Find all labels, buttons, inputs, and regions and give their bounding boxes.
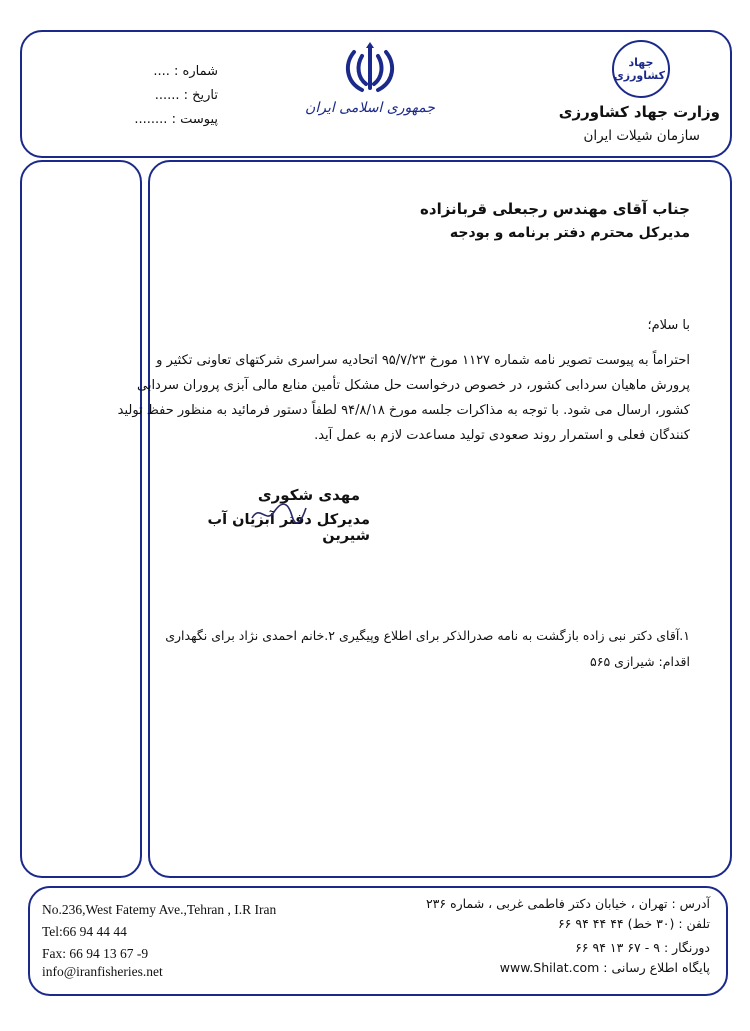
letter-body bbox=[117, 348, 690, 448]
jihad-logo-text: جهاد کشاورزی bbox=[613, 56, 665, 82]
cc-line: ۱.آقای دکتر نبی زاده بازگشت به نامه صدرالذکر برای اطلاع وپیگیری ۲.خانم احمدی نژاد برای نگهداری bbox=[165, 628, 690, 643]
footer-fa-fax: دورنگار : ۹ - ۶۷ ۱۳ ۹۴ ۶۶ bbox=[575, 940, 710, 955]
recipient-title: مدیرکل محترم دفتر برنامه و بودجه bbox=[449, 225, 690, 241]
signer-title: مدیرکل دفتر آبزیان آب شیرین bbox=[207, 512, 370, 544]
letter-body-line: کنندگان فعلی و استمرار روند صعودی تولید مساعدت لازم به عمل آید. bbox=[314, 428, 690, 443]
footer-en-fax: Fax: 66 94 13 67 -9 bbox=[42, 946, 149, 961]
letter-body-line: کشور، ارسال می شود. با توجه به مذاکرات جلسه مورخ ۹۴/۸/۱۸ لطفاً دستور فرمائید به منظور حفظ تولید bbox=[117, 403, 690, 418]
emblem-caption: جمهوری اسلامی ایران bbox=[305, 100, 435, 116]
letter-number-field: شماره : .... bbox=[153, 64, 218, 79]
jihad-logo-icon bbox=[612, 40, 670, 98]
footer-fa-address: آدرس : تهران ، خیابان دکتر فاطمی غربی ، شماره ۲۳۶ bbox=[425, 896, 710, 911]
letter-body-line: احتراماً به پیوست تصویر نامه شماره ۱۱۲۷ مورخ ۹۵/۷/۲۳ اتحادیه سراسری شرکتهای تعاونی تکثیر و bbox=[156, 353, 690, 368]
signer-name: مهدی شکوری bbox=[257, 486, 360, 504]
left-margin-frame bbox=[20, 160, 142, 878]
letter-date-field: تاریخ : ...... bbox=[154, 88, 218, 103]
footer-en-address: No.236,West Fatemy Ave.,Tehran , I.R Iran bbox=[42, 902, 277, 917]
recipient-name: جناب آقای مهندس رجبعلی قربانزاده bbox=[420, 200, 690, 218]
iran-emblem-icon bbox=[340, 42, 400, 96]
letter-attachment-field: پیوست : ........ bbox=[134, 112, 218, 127]
footer-en-tel: Tel:66 94 44 44 bbox=[42, 924, 127, 939]
organization-name: سازمان شیلات ایران bbox=[583, 128, 700, 144]
greeting: با سلام؛ bbox=[647, 318, 690, 333]
letter-body-line: پرورش ماهیان سردابی کشور، در خصوص درخواست حل مشکل تأمین منابع مالی آبزی پروران سردابی bbox=[136, 378, 690, 393]
footer-fa-website: پایگاه اطلاع رسانی : www.Shilat.com bbox=[499, 960, 710, 975]
footer-en-email: info@iranfisheries.net bbox=[42, 964, 163, 979]
footer-fa-phone: تلفن : (۳۰ خط) ۴۴ ۴۴ ۹۴ ۶۶ bbox=[557, 916, 710, 931]
handwritten-signature bbox=[248, 500, 308, 526]
action-line: اقدام: شیرازی ۵۶۵ bbox=[590, 654, 690, 669]
ministry-name: وزارت جهاد کشاورزی bbox=[558, 103, 720, 121]
